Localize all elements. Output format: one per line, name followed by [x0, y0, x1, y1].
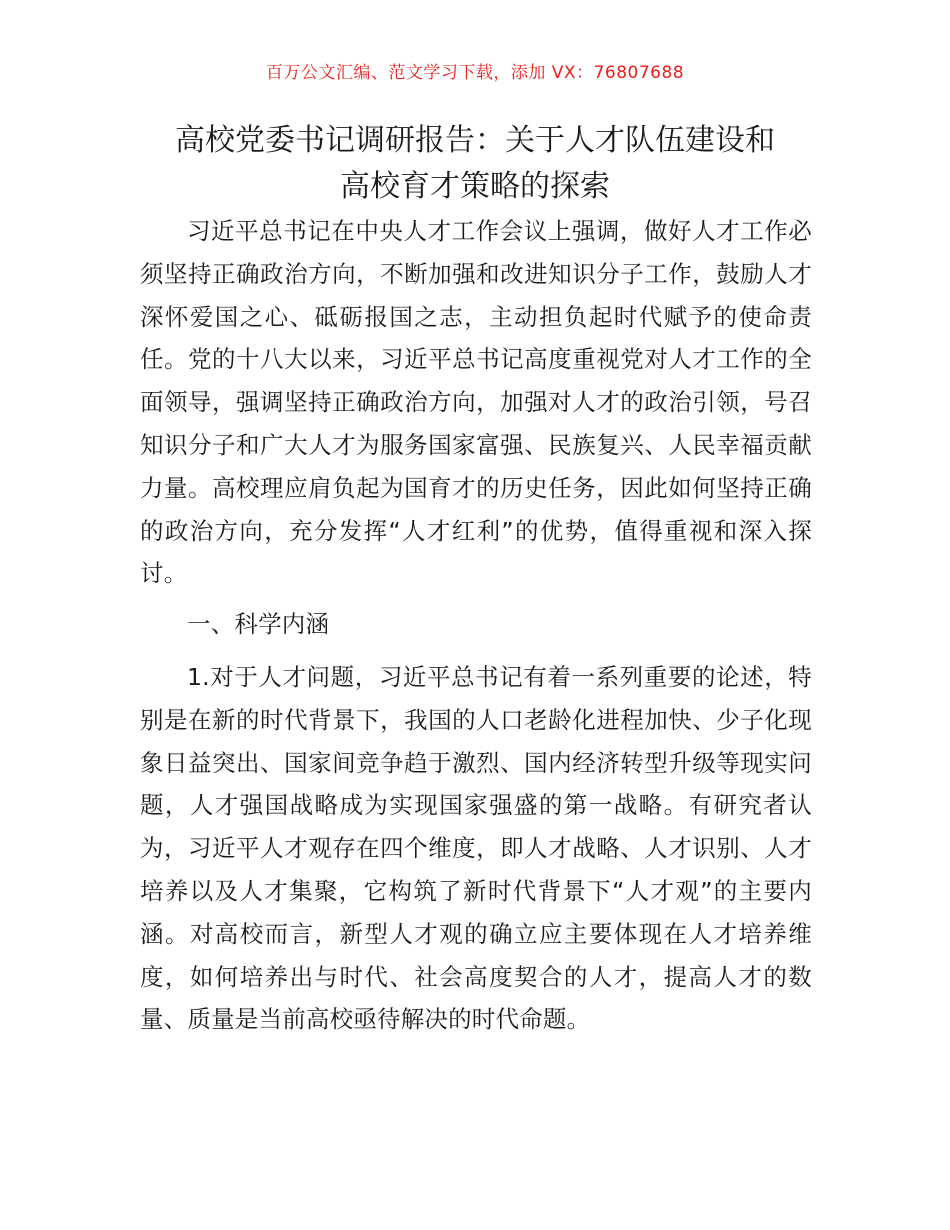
document-body — [140, 210, 812, 1049]
title-line-2: 高校育才策略的探索 — [340, 169, 610, 204]
document-title — [120, 118, 830, 210]
section-paragraph: 1.对于人才问题，习近平总书记有着一系列重要的论述，特别是在新的时代背景下，我国的人口老龄化进程加快、少子化现象日益突出、国家间竞争趋于激烈、国内经济转型升级等现实问题，人才强国战略成为实现国家强盛的第一战略。有研究者认为，习近平人才观存在四个维度，即人才战略、人才识别、人才培养以及人才集聚，它构筑了新时代背景下“人才观”的主要内涵。对高校而言，新型人才观的确立应主要体现在人才培养维度，如何培养出与时代、社会高度契合的人才，提高人才的数量、质量是当前高校亟待解决的时代命题。 — [140, 662, 812, 1034]
intro-paragraph: 习近平总书记在中央人才工作会议上强调，做好人才工作必须坚持正确政治方向，不断加强和改进知识分子工作，鼓励人才深怀爱国之心、砥砺报国之志，主动担负起时代赋予的使命责任。党的十八大以来，习近平总书记高度重视党对人才工作的全面领导，强调坚持正确政治方向，加强对人才的政治引领，号召知识分子和广大人才为服务国家富强、民族复兴、人民幸福贡献力量。高校理应肩负起为国育才的历史任务，因此如何坚持正确的政治方向，充分发挥“人才红利”的优势，值得重视和深入探讨。 — [140, 217, 812, 588]
title-line-1: 高校党委书记调研报告：关于人才队伍建设和 — [175, 123, 775, 158]
watermark-banner: 百万公文汇编、范文学习下载，添加 VX：76807688 — [265, 63, 685, 83]
section-heading: 一、科学内涵 — [187, 610, 330, 639]
